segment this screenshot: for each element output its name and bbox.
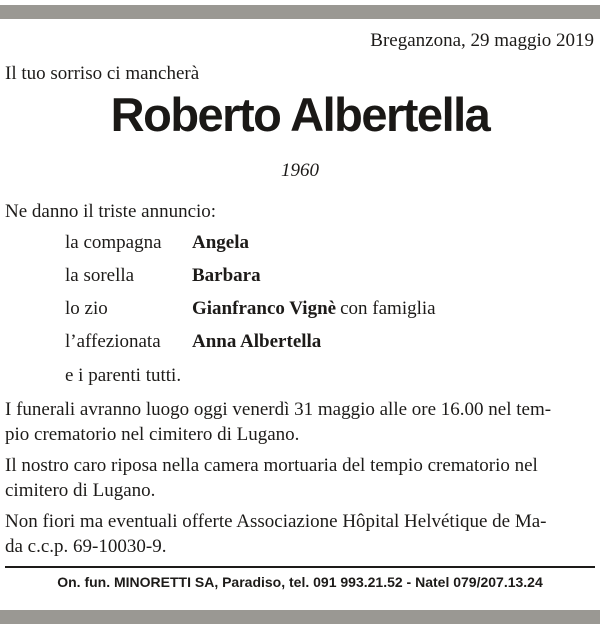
rest-paragraph xyxy=(5,453,597,503)
relative-name: Angela xyxy=(192,232,249,253)
place-date: Breganzona, 29 maggio 2019 xyxy=(370,30,594,51)
relative-relation: l’affezionata xyxy=(65,331,161,352)
paragraph-line: Il nostro caro riposa nella camera mortuaria del tempio crematorio nel xyxy=(5,455,538,476)
donations-paragraph xyxy=(5,509,597,559)
parents-text: e i parenti tutti. xyxy=(65,365,182,386)
deceased-year: 1960 xyxy=(281,160,319,181)
relative-relation: la sorella xyxy=(65,265,135,286)
relative-row xyxy=(65,232,249,254)
announcement-text: Ne danno il triste annuncio: xyxy=(5,201,217,222)
intro-text: Il tuo sorriso ci mancherà xyxy=(5,63,200,84)
paragraph-line: I funerali avranno luogo oggi venerdì 31 maggio alle ore 16.00 nel tem- xyxy=(5,399,552,420)
funeral-home-footer: On. fun. MINORETTI SA, Paradiso, tel. 091 993.21.52 - Natel 079/207.13.24 xyxy=(57,574,543,590)
bottom-decorative-bar xyxy=(0,610,600,624)
relative-relation: lo zio xyxy=(65,298,108,319)
relative-row xyxy=(65,298,436,320)
funeral-paragraph xyxy=(5,397,597,447)
relative-relation: la compagna xyxy=(65,232,162,253)
paragraph-line: Non fiori ma eventuali offerte Associazione Hôpital Helvétique de Ma- xyxy=(5,511,547,532)
relative-extra: con famiglia xyxy=(340,298,436,319)
deceased-name: Roberto Albertella xyxy=(110,88,490,141)
top-decorative-bar xyxy=(0,5,600,19)
paragraph-line: cimitero di Lugano. xyxy=(5,480,156,501)
paragraph-line: da c.c.p. 69-10030-9. xyxy=(5,536,167,557)
relative-name: Gianfranco Vignè xyxy=(192,298,337,319)
relative-row xyxy=(65,265,261,287)
paragraph-line: pio crematorio nel cimitero di Lugano. xyxy=(5,424,300,445)
footer-divider xyxy=(5,566,595,568)
relative-name: Anna Albertella xyxy=(192,331,322,352)
relative-name: Barbara xyxy=(192,265,261,286)
relative-row xyxy=(65,331,321,353)
